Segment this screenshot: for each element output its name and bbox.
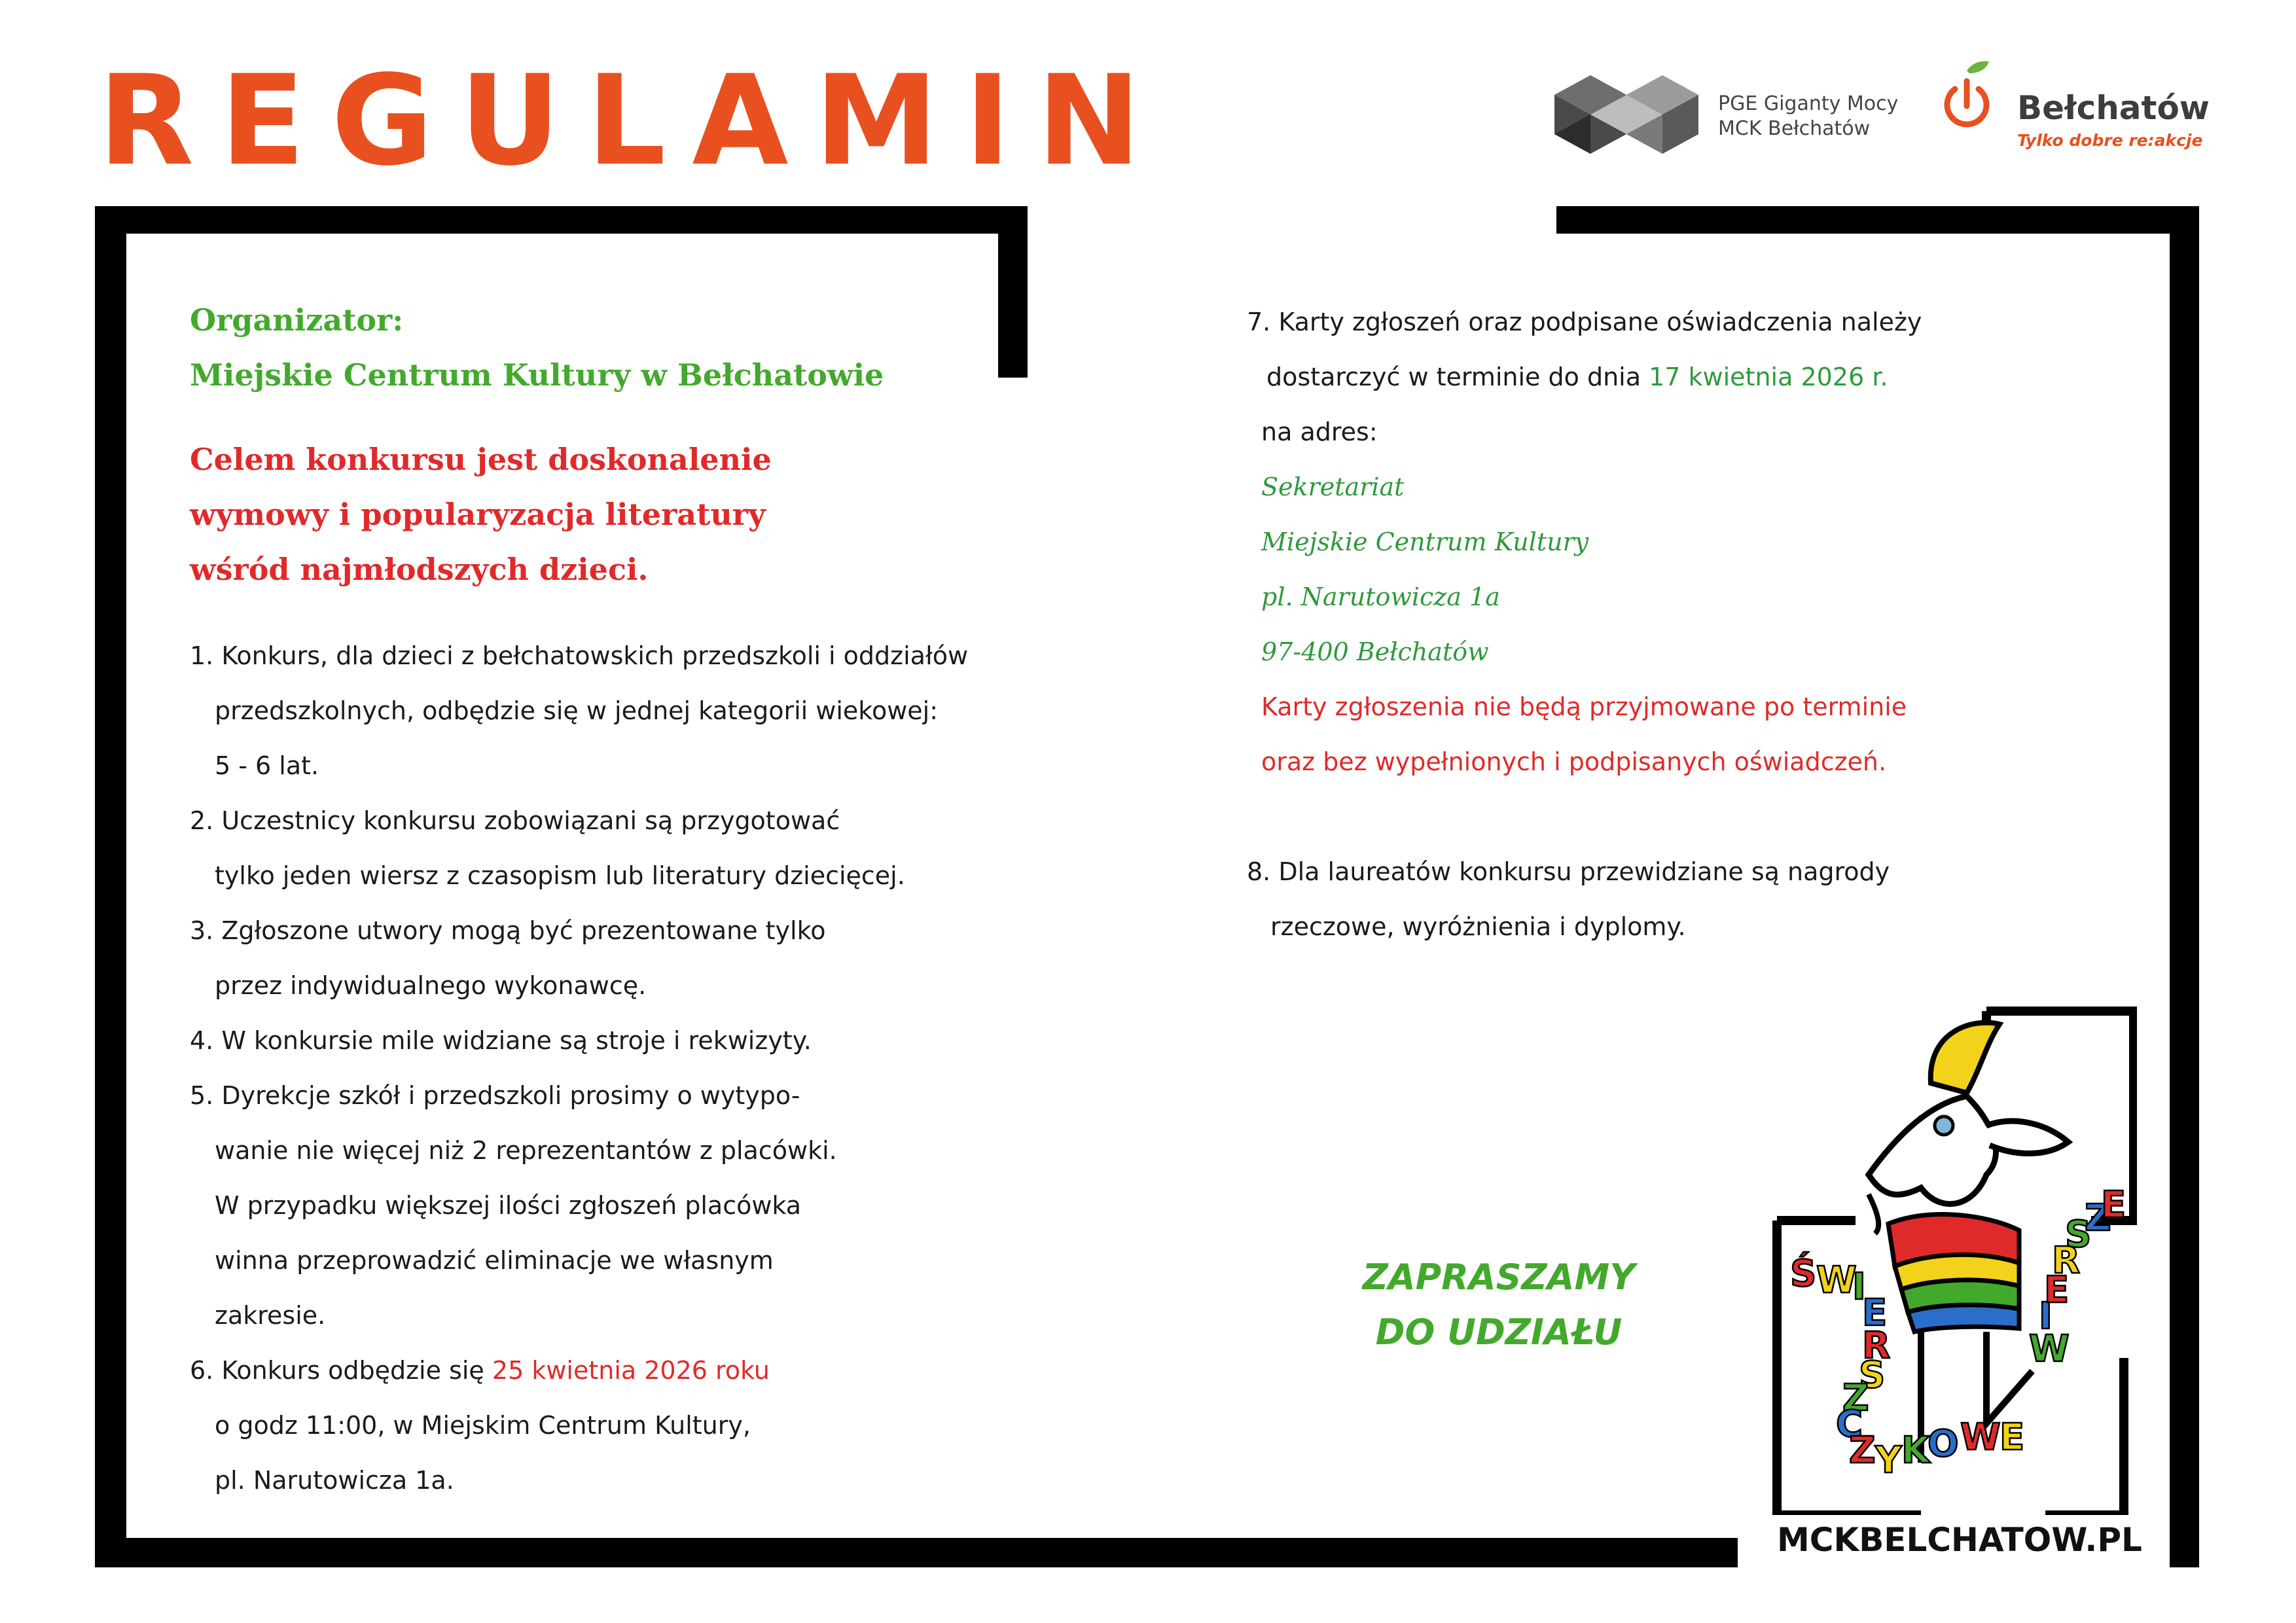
rule-6-line — [190, 1343, 968, 1398]
page-title: REGULAMIN — [98, 48, 1168, 193]
pge-logo-text — [1718, 92, 1898, 141]
invite-line: ZAPRASZAMY — [1362, 1257, 1636, 1298]
warning-line: oraz bez wypełnionych i podpisanych oświadczeń. — [1261, 747, 1887, 776]
rule-7-line: 7. Karty zgłoszeń oraz podpisane oświadczenia należy — [1247, 308, 1922, 336]
rules-left — [190, 628, 968, 1508]
svg-text:R: R — [1862, 1325, 1891, 1367]
rule-5-line: winna przeprowadzić eliminacje we własnym — [215, 1246, 774, 1275]
rule-7-address-label: na adres: — [1261, 418, 1378, 446]
rule-5-line: 5. Dyrekcje szkół i przedszkoli prosimy o wytypo- — [190, 1081, 800, 1110]
svg-text:Z: Z — [1842, 1377, 1869, 1419]
rule-1-line: 1. Konkurs, dla dzieci z bełchatowskich przedszkoli i oddziałów — [190, 641, 969, 670]
address-line: pl. Narutowicza 1a — [1261, 582, 1500, 611]
rule-5-line: W przypadku większej ilości zgłoszeń placówka — [215, 1191, 802, 1220]
rule-8-line: rzeczowe, wyróżnienia i dyplomy. — [1270, 912, 1686, 941]
svg-text:Ś: Ś — [1790, 1253, 1817, 1295]
goal-block — [190, 432, 772, 597]
svg-text:K: K — [1901, 1429, 1930, 1472]
svg-text:Z: Z — [1849, 1429, 1876, 1472]
festival-goat-logo — [1770, 1005, 2137, 1515]
rule-8-line: 8. Dla laureatów konkursu przewidziane są nagrody — [1247, 857, 1890, 886]
frame-left — [95, 206, 126, 1567]
svg-text:S: S — [2065, 1213, 2092, 1256]
rule-3-line: przez indywidualnego wykonawcę. — [215, 971, 647, 1000]
address-line: 97-400 Bełchatów — [1261, 637, 1489, 666]
pge-line-2: MCK Bełchatów — [1718, 117, 1871, 140]
contest-date: 25 kwietnia 2026 roku — [492, 1356, 770, 1385]
warning-line: Karty zgłoszenia nie będą przyjmowane po terminie — [1261, 692, 1907, 721]
goal-line: wymowy i popularyzacja literatury — [190, 497, 766, 532]
rule-3-line: 3. Zgłoszone utwory mogą być prezentowane tylko — [190, 916, 826, 945]
svg-text:R: R — [2052, 1240, 2081, 1282]
svg-text:E: E — [2101, 1184, 2126, 1226]
goal-line: Celem konkursu jest doskonalenie — [190, 442, 772, 477]
rule-2-line: tylko jeden wiersz z czasopism lub literatury dziecięcej. — [215, 861, 905, 890]
svg-text:S: S — [1859, 1354, 1886, 1397]
svg-text:Z: Z — [2085, 1197, 2111, 1240]
organizer-name: Miejskie Centrum Kultury w Bełchatowie — [190, 357, 884, 393]
rule-6-line: o godz 11:00, w Miejskim Centrum Kultury, — [215, 1411, 751, 1440]
svg-text:O: O — [1928, 1423, 1959, 1465]
rule-1-line: przedszkolnych, odbędzie się w jednej kategorii wiekowej: — [215, 696, 939, 725]
rule-1-line: 5 - 6 lat. — [215, 751, 319, 780]
rule-4-line: 4. W konkursie mile widziane są stroje i rekwizyty. — [190, 1026, 812, 1055]
frame-left-tab — [998, 206, 1028, 378]
goal-line: wśród najmłodszych dzieci. — [190, 552, 649, 587]
invite-text — [1309, 1250, 1689, 1360]
address-line: Miejskie Centrum Kultury — [1261, 527, 1589, 556]
organizer-label: Organizator: — [190, 302, 404, 338]
rule-2-line: 2. Uczestnicy konkursu zobowiązani są przygotować — [190, 806, 840, 835]
svg-text:W: W — [1960, 1416, 2001, 1459]
rule-7-line — [1247, 349, 1922, 404]
belchatow-logo-name: Bełchatów — [2017, 89, 2210, 127]
rule-7-prefix: dostarczyć w terminie do dnia — [1266, 363, 1649, 391]
rules-right — [1247, 294, 1922, 954]
frame-top-right — [1556, 206, 2199, 234]
belchatow-logo-slogan: Tylko dobre re:akcje — [2017, 131, 2203, 150]
rule-5-line: zakresie. — [215, 1301, 326, 1330]
rule-6-prefix: 6. Konkurs odbędzie się — [190, 1356, 492, 1385]
address-line: Sekretariat — [1261, 473, 1405, 501]
svg-text:Y: Y — [1875, 1439, 1902, 1482]
pge-line-1: PGE Giganty Mocy — [1718, 92, 1899, 115]
svg-text:W: W — [1816, 1259, 1857, 1302]
svg-text:I: I — [2039, 1295, 2053, 1338]
svg-text:W: W — [2029, 1328, 2070, 1370]
svg-text:E: E — [2044, 1269, 2070, 1311]
pge-logo-icon — [1554, 72, 1718, 157]
rule-6-line: pl. Narutowicza 1a. — [215, 1466, 454, 1495]
rule-5-line: wanie nie więcej niż 2 reprezentantów z placówki. — [215, 1136, 837, 1165]
belchatow-power-icon — [1941, 58, 1993, 136]
invite-line: DO UDZIAŁU — [1375, 1311, 1623, 1353]
svg-text:E: E — [2000, 1416, 2025, 1459]
website-url[interactable]: MCKBELCHATOW.PL — [1777, 1521, 2142, 1559]
frame-right — [2170, 206, 2199, 1567]
svg-text:I: I — [1852, 1266, 1866, 1308]
frame-top-left — [95, 206, 1028, 234]
svg-text:C: C — [1836, 1403, 1863, 1446]
svg-text:E: E — [1862, 1292, 1888, 1334]
organizer-block — [190, 293, 884, 402]
frame-bottom — [95, 1538, 1738, 1567]
deadline-date: 17 kwietnia 2026 r. — [1649, 363, 1888, 391]
